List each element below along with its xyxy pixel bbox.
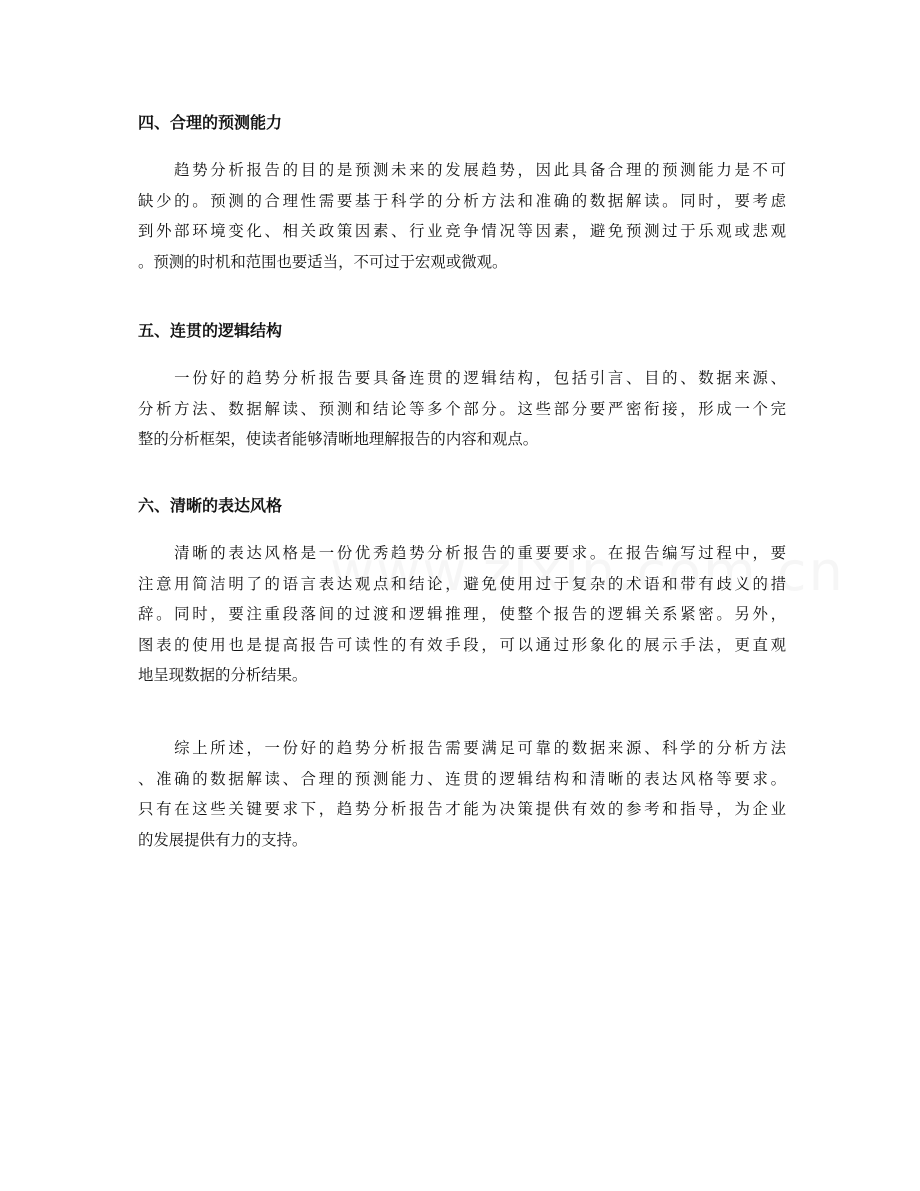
paragraph-line: 清晰的表达风格是一份优秀趋势分析报告的重要要求。在报告编写过程中，要: [138, 544, 786, 562]
paragraph-line: 到外部环境变化、相关政策因素、行业竞争情况等因素，避免预测过于乐观或悲观: [138, 222, 786, 240]
paragraph-line: 缺少的。预测的合理性需要基于科学的分析方法和准确的数据解读。同时，要考虑: [138, 191, 786, 210]
section-paragraph-5: [138, 363, 786, 455]
conclusion-paragraph: [138, 733, 786, 855]
paragraph-line: 只有在这些关键要求下，趋势分析报告才能为决策提供有效的参考和指导，为企业: [138, 800, 786, 818]
paragraph-line: 一份好的趋势分析报告要具备连贯的逻辑结构，包括引言、目的、数据来源、: [138, 369, 786, 387]
paragraph-line: 综上所述，一份好的趋势分析报告需要满足可靠的数据来源、科学的分析方法: [138, 739, 786, 757]
section-paragraph-4: [138, 155, 786, 277]
section-heading-5: 五、连贯的逻辑结构: [138, 321, 283, 340]
section-paragraph-6: [138, 538, 786, 691]
paragraph-line: 分析方法、数据解读、预测和结论等多个部分。这些部分要严密衔接，形成一个完: [138, 399, 786, 418]
paragraph-line: 的发展提供有力的支持。: [138, 830, 308, 849]
paragraph-line: 注意用简洁明了的语言表达观点和结论，避免使用过于复杂的术语和带有歧义的措: [138, 574, 786, 593]
paragraph-line: 趋势分析报告的目的是预测未来的发展趋势，因此具备合理的预测能力是不可: [138, 161, 786, 179]
paragraph-line: 辞。同时，要注重段落间的过渡和逻辑推理，使整个报告的逻辑关系紧密。另外，: [138, 605, 786, 623]
paragraph-line: 地呈现数据的分析结果。: [138, 666, 308, 684]
section-heading-4: 四、合理的预测能力: [138, 113, 283, 132]
paragraph-line: 整的分析框架，使读者能够清晰地理解报告的内容和观点。: [138, 430, 539, 448]
paragraph-line: 图表的使用也是提高报告可读性的有效手段，可以通过形象化的展示手法，更直观: [138, 635, 786, 654]
section-heading-6: 六、清晰的表达风格: [138, 496, 283, 515]
paragraph-line: 。预测的时机和范围也要适当，不可过于宏观或微观。: [138, 252, 508, 271]
paragraph-line: 、准确的数据解读、合理的预测能力、连贯的逻辑结构和清晰的表达风格等要求。: [138, 769, 786, 788]
